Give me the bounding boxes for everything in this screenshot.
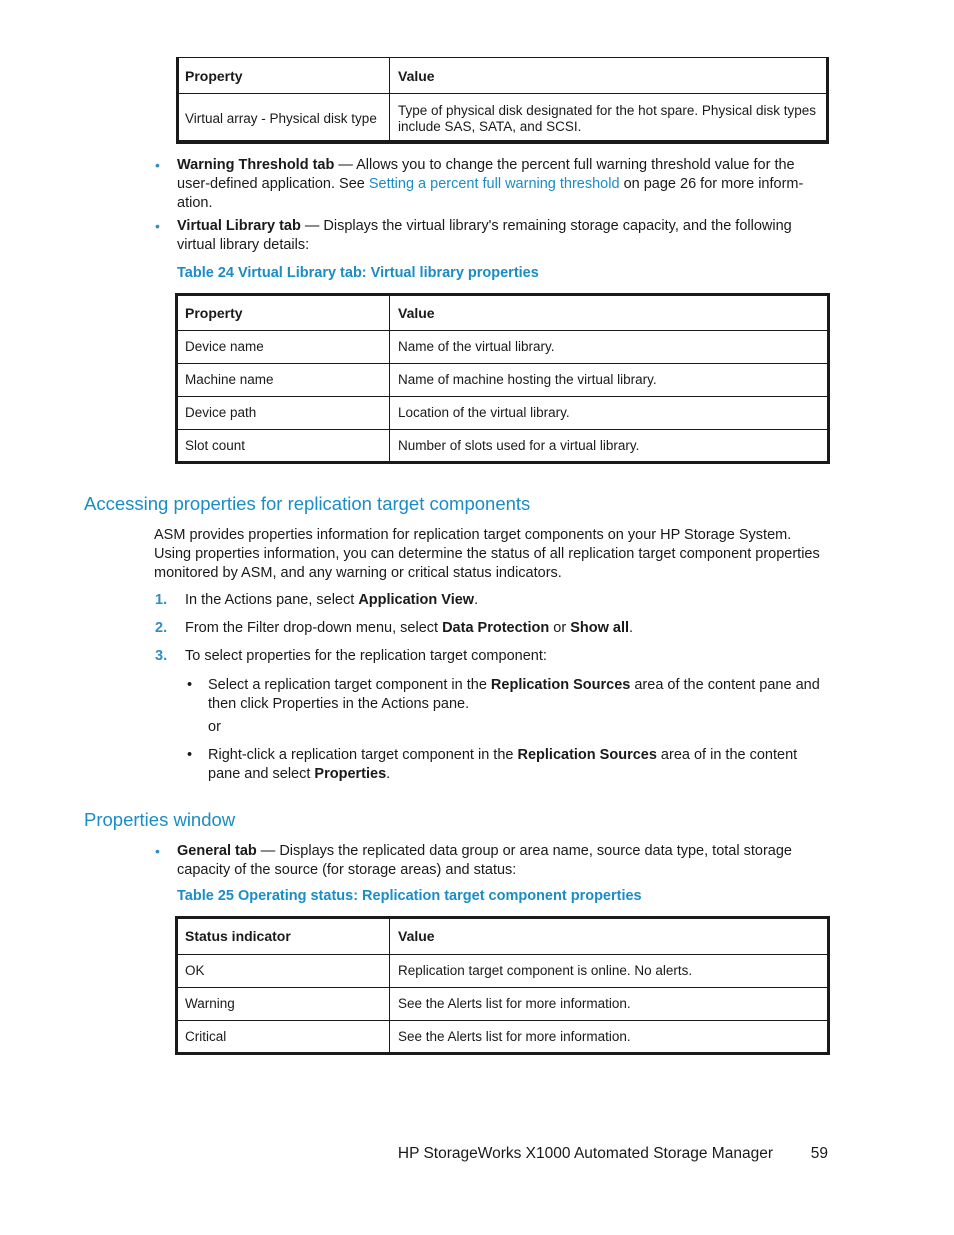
table-cell: See the Alerts list for more information. [390,988,829,1021]
page-number: 59 [810,1145,828,1162]
table-cell: Critical [177,1021,390,1054]
table-cell: Device name [177,331,390,364]
table-25 [176,917,829,1054]
text: — Allows you to change the percent full warning threshold value for the user-defined application. See [177,157,795,192]
bullet-virtual-library [177,217,829,255]
section-heading: Properties window [84,809,236,830]
substep-2 [208,746,830,784]
table-cell: Type of physical disk designated for the hot spare. Physical disk types include SAS, SATA, and SCSI. [390,94,829,144]
text: or [549,620,571,636]
term: General tab [177,843,257,859]
term: Application View [358,592,475,608]
table-header: Status indicator [177,918,390,955]
table-header: Property [177,58,390,94]
table-cell: Warning [177,988,390,1021]
text: Right-click a replication target component in the [208,747,518,763]
substep-1 [208,676,830,714]
term: Show all [570,620,630,636]
step-3: To select properties for the replication target component: [185,648,547,664]
text: From the Filter drop-down menu, select [185,620,443,636]
text: . [474,592,479,608]
step-1 [185,591,830,610]
step-number: 3. [155,648,168,664]
term: Replication Sources [517,747,657,763]
text: on page 26 for more inform-ation. [177,176,804,211]
bullet-icon: • [155,157,160,173]
table-header: Value [390,295,829,331]
table-cell: Number of slots used for a virtual library. [390,430,829,463]
step-number: 2. [155,620,168,636]
table-cell: OK [177,955,390,988]
table-cell: Machine name [177,364,390,397]
term: Properties [314,766,387,782]
text: — Displays the replicated data group or area name, source data type, total storage capacity of the source (for storage areas) and status: [177,843,792,878]
step-number: 1. [155,592,168,608]
bullet-icon: • [155,218,160,234]
table-header: Value [390,58,829,94]
table-cell: Device path [177,397,390,430]
text: Select a replication target component in the [208,677,491,693]
term: Data Protection [442,620,550,636]
step-2 [185,619,830,638]
bullet-icon: • [187,747,193,763]
table-cell: See the Alerts list for more information. [390,1021,829,1054]
term: Warning Threshold tab [177,157,335,173]
text: . [386,766,391,782]
bullet-icon: • [187,677,193,693]
text: area of the content pane and then click Properties in the Actions pane. [208,677,820,712]
table-header: Value [390,918,829,955]
table-top [176,57,829,144]
or-text: or [208,719,221,735]
text: — Displays the virtual library's remaining storage capacity, and the following virtual library details: [177,218,792,253]
section-intro: ASM provides properties information for replication target components on your HP Storage System. Using properties information, you can determine the status of all replication target component properties monitored by ASM, and any warning or critical status indicators. [154,527,820,581]
bullet-icon: • [155,843,160,859]
table-cell: Name of machine hosting the virtual library. [390,364,829,397]
footer-title: HP StorageWorks X1000 Automated Storage Manager [397,1145,773,1162]
text: area of in the content pane and select [208,747,798,782]
table-cell: Name of the virtual library. [390,331,829,364]
text: In the Actions pane, select [185,592,359,608]
table-cell: Slot count [177,430,390,463]
table-header: Property [177,295,390,331]
table-caption: Table 25 Operating status: Replication target component properties [177,888,642,904]
term: Virtual Library tab [177,218,301,234]
section-heading: Accessing properties for replication target components [84,493,531,514]
bullet-general-tab [177,842,829,880]
table-cell: Location of the virtual library. [390,397,829,430]
text: . [629,620,634,636]
term: Replication Sources [490,677,631,693]
table-caption: Table 24 Virtual Library tab: Virtual library properties [177,265,539,281]
table-24 [176,294,829,463]
bullet-warning-threshold [177,156,829,213]
link-setting-threshold[interactable]: Setting a percent full warning threshold [368,176,620,192]
table-cell: Virtual array - Physical disk type [177,94,390,144]
table-cell: Replication target component is online. No alerts. [390,955,829,988]
